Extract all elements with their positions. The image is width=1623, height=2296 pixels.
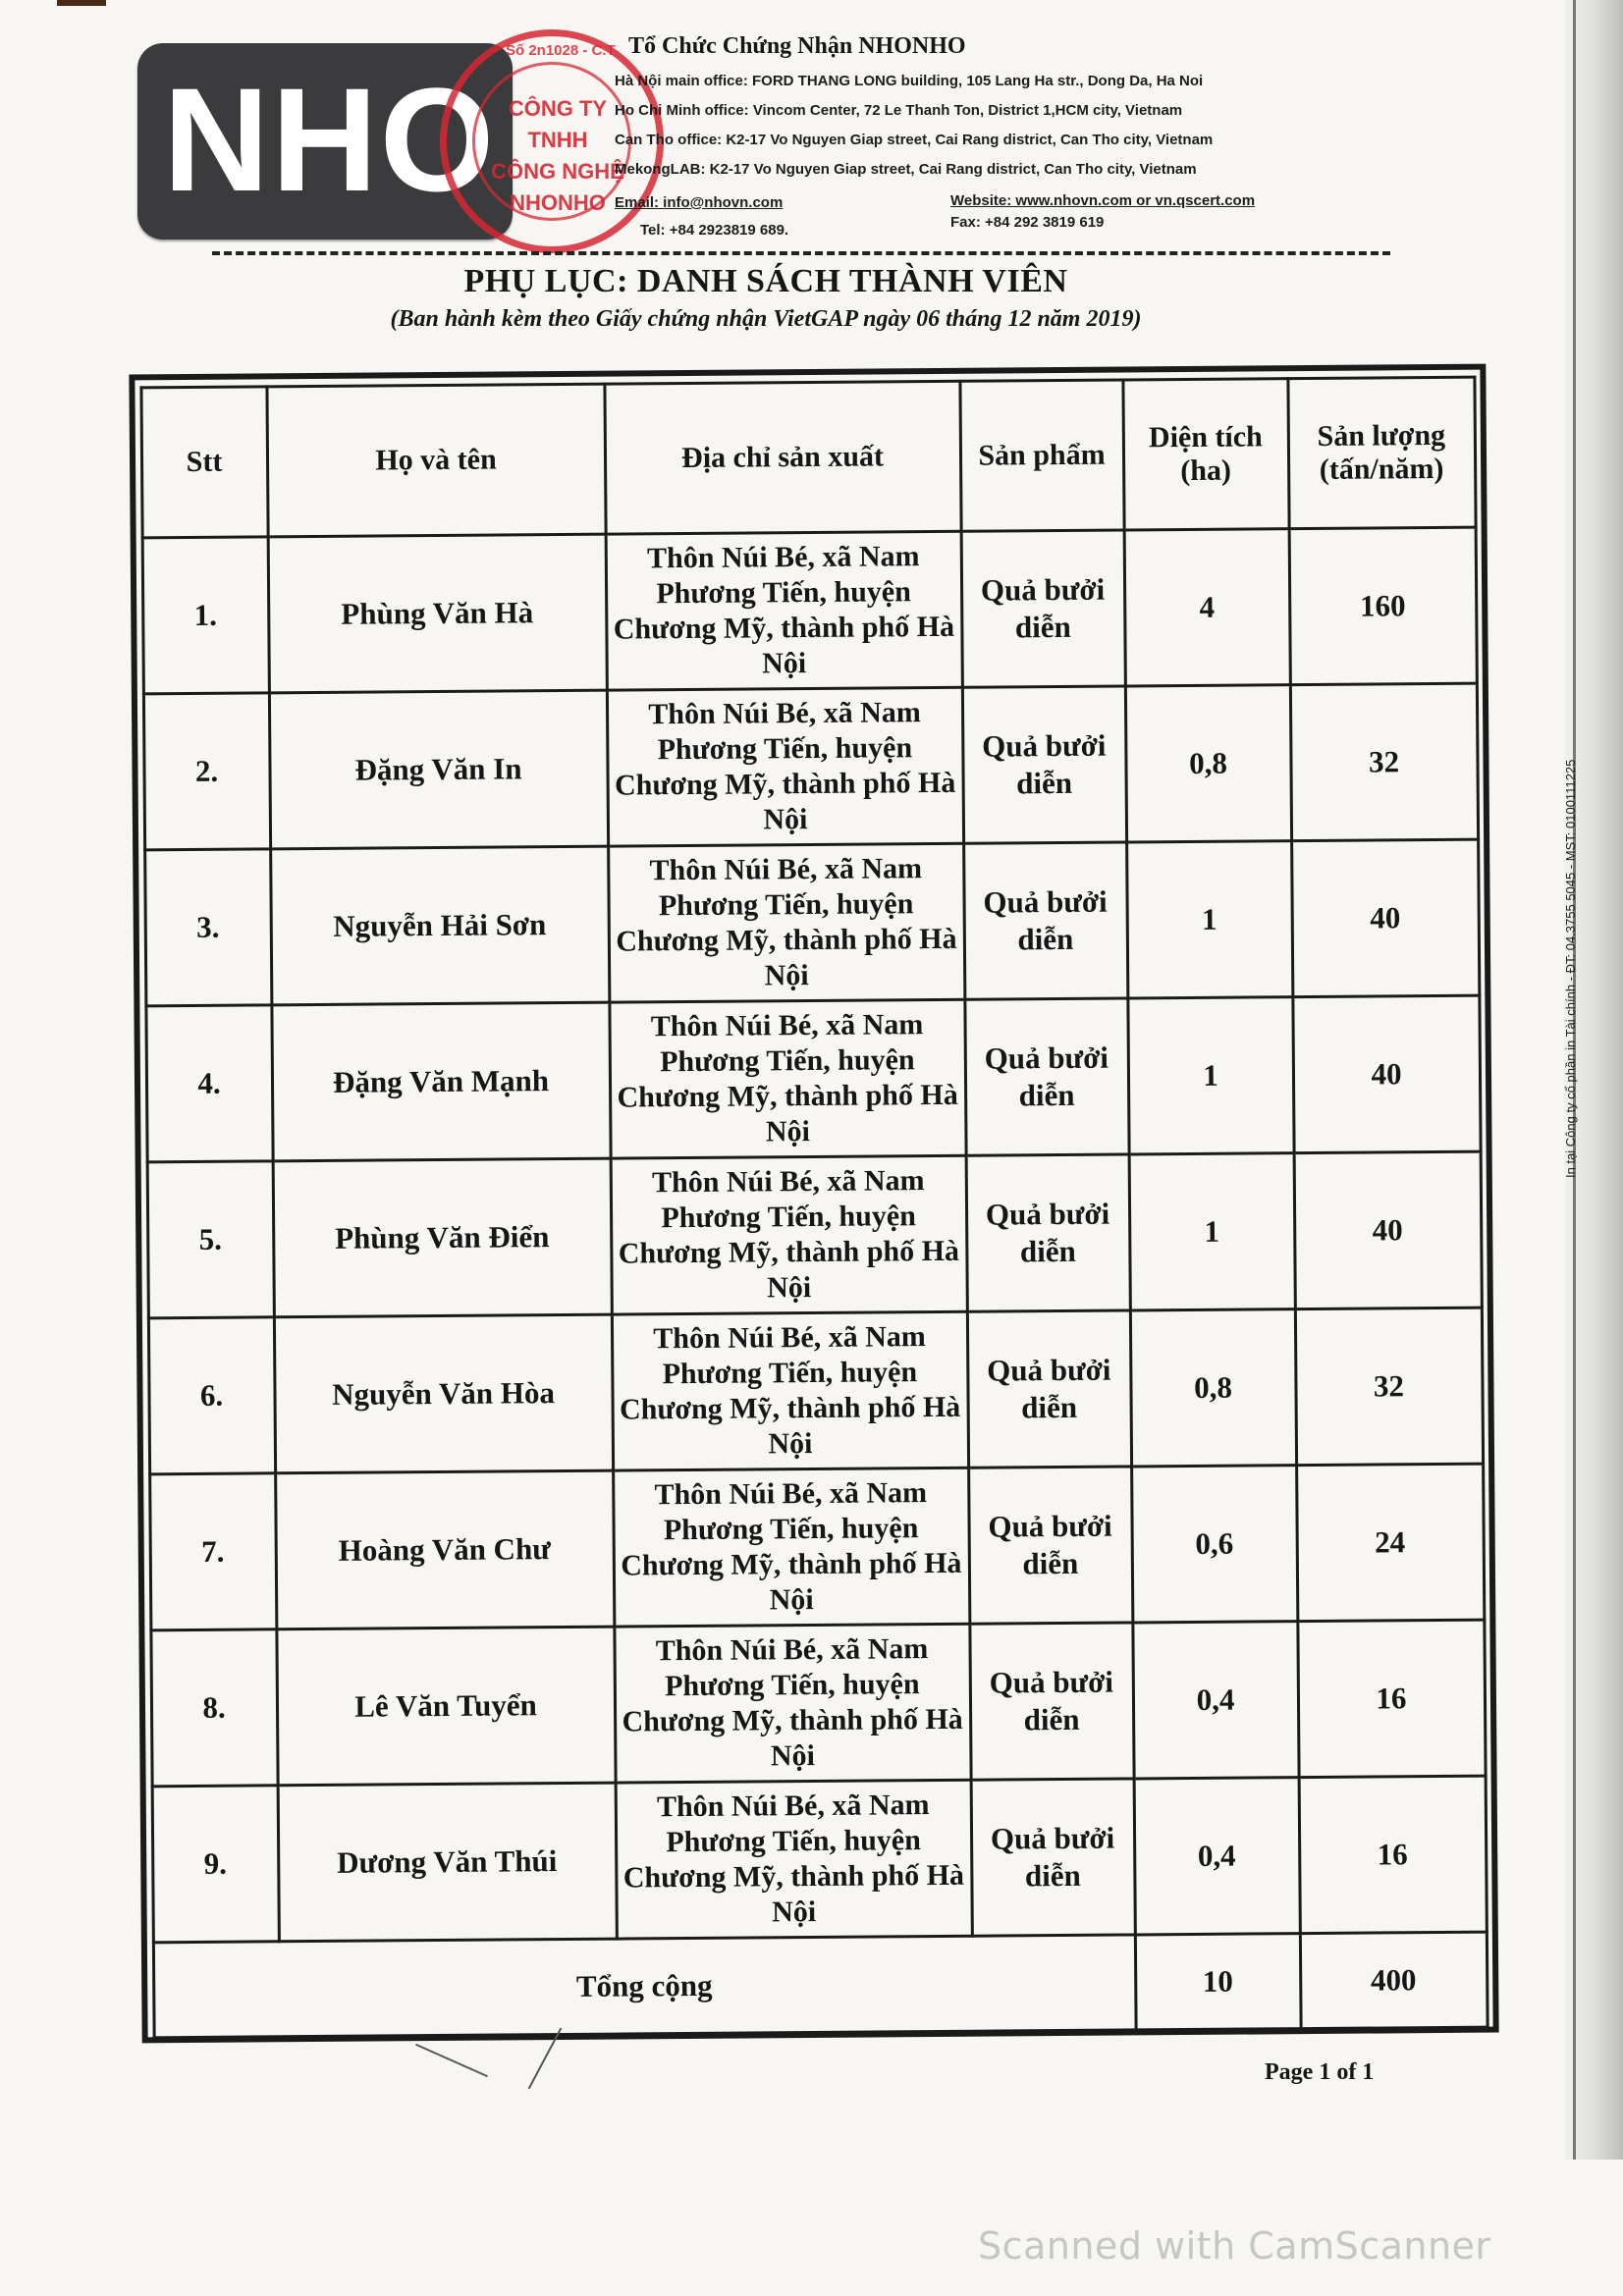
office-line-mekonglab: MekongLAB: K2-17 Vo Nguyen Giap street, Cai Rang district, Can Tho city, Vietnam (615, 161, 1197, 178)
camscanner-watermark: Scanned with CamScanner (978, 2224, 1491, 2268)
cell-product: Quả bưởi diễn (962, 686, 1126, 843)
cell-area: 0,4 (1134, 1778, 1300, 1935)
office-line-hanoi: Hà Nội main office: FORD THANG LONG building, 105 Lang Ha str., Dong Da, Ha Noi (615, 73, 1204, 89)
member-table (139, 376, 1488, 2040)
pen-scribble (415, 2044, 488, 2077)
cell-stt: 1. (142, 537, 269, 694)
cell-name: Nguyễn Văn Hòa (274, 1314, 613, 1473)
header-stt: Stt (140, 387, 267, 538)
table-row (145, 995, 1480, 1162)
cell-output: 32 (1290, 683, 1478, 840)
member-table-frame (129, 364, 1498, 2044)
cell-stt: 9. (152, 1786, 279, 1943)
cell-area: 0,8 (1125, 685, 1291, 842)
cell-product: Quả bưởi diễn (971, 1779, 1135, 1936)
header-divider (212, 251, 1390, 255)
cell-name: Dương Văn Thúi (278, 1783, 617, 1942)
fax-line: Fax: +84 292 3819 619 (950, 214, 1105, 231)
table-row (148, 1308, 1483, 1474)
document-subtitle: (Ban hành kèm theo Giấy chứng nhận VietGAP ngày 06 tháng 12 năm 2019) (390, 306, 1142, 332)
stamp-text (484, 93, 631, 219)
cell-output: 16 (1299, 1776, 1487, 1933)
cell-stt: 3. (144, 849, 271, 1006)
stamp-line: TNHH (527, 128, 588, 152)
table-row (142, 527, 1477, 694)
cell-name: Phùng Văn Điển (273, 1158, 612, 1317)
total-output: 400 (1300, 1932, 1488, 2028)
cell-name: Lê Văn Tuyển (276, 1627, 615, 1786)
company-name: Tổ Chức Chứng Nhận NHONHO (628, 33, 966, 59)
corner-mark (57, 0, 106, 6)
cell-area: 4 (1124, 529, 1290, 686)
cell-area: 1 (1129, 1153, 1295, 1310)
cell-name: Phùng Văn Hà (268, 534, 607, 693)
cell-area: 0,4 (1132, 1622, 1298, 1779)
website-link[interactable]: Website: www.nhovn.com or vn.qscert.com (950, 192, 1256, 209)
cell-stt: 7. (149, 1473, 276, 1630)
printer-side-note: In tại Công ty cổ phần in Tài chính - ĐT: 04.3755 5045 - MST: 0100111225 (1563, 759, 1578, 1178)
cell-stt: 4. (145, 1005, 272, 1162)
stamp-line: CÔNG NGHỆ (491, 159, 624, 184)
email-link[interactable]: Email: info@nhovn.com (615, 194, 784, 211)
header-output: Sản lượng (tấn/năm) (1287, 377, 1475, 528)
cell-output: 32 (1295, 1308, 1483, 1465)
table-row (152, 1776, 1487, 1943)
office-line-hcm: Ho Chi Minh office: Vincom Center, 72 Le Thanh Ton, District 1,HCM city, Vietnam (615, 102, 1183, 119)
cell-stt: 2. (143, 693, 270, 850)
cell-address: Thôn Núi Bé, xã Nam Phương Tiến, huyện Chương Mỹ, thành phố Hà Nội (613, 1468, 969, 1627)
table-row (143, 683, 1478, 850)
cell-output: 40 (1291, 839, 1479, 996)
total-row (153, 1932, 1488, 2038)
cell-product: Quả bưởi diễn (967, 1310, 1131, 1468)
cell-address: Thôn Núi Bé, xã Nam Phương Tiến, huyện Chương Mỹ, thành phố Hà Nội (608, 843, 964, 1002)
cell-output: 16 (1297, 1620, 1485, 1777)
cell-output: 160 (1289, 527, 1477, 684)
logo-text: NHO (163, 57, 497, 222)
cell-stt: 5. (147, 1161, 274, 1318)
tel-line: Tel: +84 2923819 689. (640, 222, 789, 239)
stamp-ring-text: Số 2n1028 - C.T (506, 42, 616, 59)
cell-address: Thôn Núi Bé, xã Nam Phương Tiến, huyện Chương Mỹ, thành phố Hà Nội (607, 687, 963, 846)
cell-product: Quả bưởi diễn (961, 530, 1125, 687)
cell-area: 0,8 (1130, 1309, 1296, 1467)
cell-product: Quả bưởi diễn (964, 998, 1128, 1155)
header-area: Diện tích (ha) (1122, 379, 1288, 530)
cell-address: Thôn Núi Bé, xã Nam Phương Tiến, huyện Chương Mỹ, thành phố Hà Nội (609, 999, 965, 1158)
header-address: Địa chỉ sản xuất (604, 381, 960, 534)
header-product: Sản phẩm (959, 380, 1123, 531)
total-area: 10 (1135, 1934, 1301, 2030)
cell-product: Quả bưởi diễn (969, 1623, 1133, 1780)
document-title: PHỤ LỤC: DANH SÁCH THÀNH VIÊN (463, 263, 1068, 299)
table-row (147, 1151, 1482, 1318)
cell-address: Thôn Núi Bé, xã Nam Phương Tiến, huyện Chương Mỹ, thành phố Hà Nội (612, 1311, 968, 1470)
cell-address: Thôn Núi Bé, xã Nam Phương Tiến, huyện Chương Mỹ, thành phố Hà Nội (616, 1780, 972, 1939)
cell-output: 40 (1292, 995, 1480, 1152)
cell-name: Nguyễn Hải Sơn (270, 846, 609, 1005)
cell-address: Thôn Núi Bé, xã Nam Phương Tiến, huyện Chương Mỹ, thành phố Hà Nội (611, 1155, 967, 1314)
stamp-line: NHONHO (510, 190, 606, 215)
table-header-row (140, 377, 1475, 538)
cell-output: 40 (1294, 1151, 1482, 1308)
office-line-cantho: Can Tho office: K2-17 Vo Nguyen Giap street, Cai Rang district, Can Tho city, Vietnam (615, 132, 1214, 148)
cell-area: 0,6 (1131, 1466, 1297, 1623)
page-number: Page 1 of 1 (1265, 2059, 1375, 2085)
cell-area: 1 (1126, 841, 1292, 998)
cell-area: 1 (1127, 997, 1293, 1154)
cell-product: Quả bưởi diễn (968, 1467, 1132, 1624)
cell-product: Quả bưởi diễn (966, 1154, 1130, 1311)
cell-stt: 6. (148, 1317, 275, 1474)
cell-name: Đặng Văn Mạnh (271, 1002, 610, 1161)
total-label: Tổng cộng (153, 1935, 1136, 2038)
header-name: Họ và tên (266, 384, 605, 537)
table-row (150, 1620, 1485, 1787)
cell-stt: 8. (150, 1629, 277, 1787)
cell-address: Thôn Núi Bé, xã Nam Phương Tiến, huyện Chương Mỹ, thành phố Hà Nội (606, 531, 962, 690)
cell-product: Quả bưởi diễn (963, 842, 1127, 999)
stamp-line: CÔNG TY (508, 96, 608, 121)
cell-address: Thôn Núi Bé, xã Nam Phương Tiến, huyện Chương Mỹ, thành phố Hà Nội (614, 1624, 970, 1783)
table-row (149, 1464, 1484, 1630)
cell-output: 24 (1296, 1464, 1484, 1621)
table-row (144, 839, 1479, 1006)
cell-name: Hoàng Văn Chư (275, 1470, 614, 1629)
cell-name: Đặng Văn In (269, 690, 608, 849)
